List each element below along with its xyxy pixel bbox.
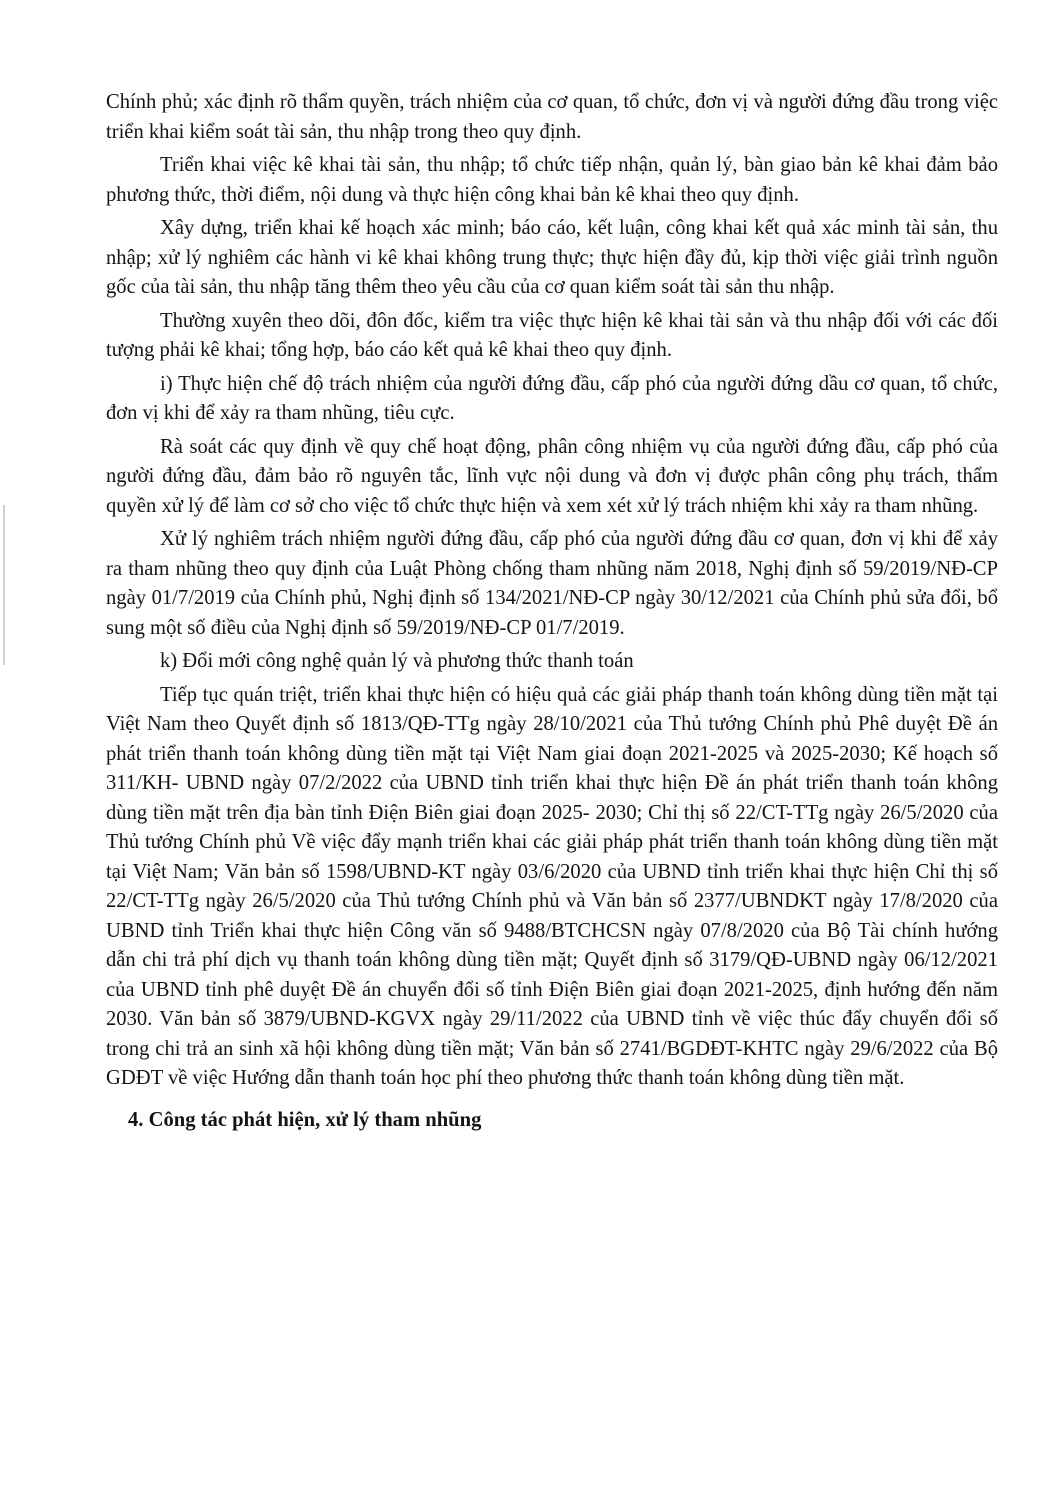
paragraph-item-k: k) Đổi mới công nghệ quản lý và phương thức thanh toán: [160, 650, 634, 672]
paragraph-asset-declaration: Triển khai việc kê khai tài sản, thu nhập; tổ chức tiếp nhận, quản lý, bàn giao bản kê khai đảm bảo phương thức, thời điểm, nội dung và thực hiện công khai bản kê khai theo quy định.: [106, 154, 998, 206]
section-heading: 4. Công tác phát hiện, xử lý tham nhũng: [128, 1108, 482, 1131]
paragraph-item-i: i) Thực hiện chế độ trách nhiệm của người đứng đầu, cấp phó của người đứng dầu cơ quan, tổ chức, đơn vị khi để xảy ra tham nhũng, tiêu cực.: [106, 372, 998, 424]
paragraph-cashless-payment: Tiếp tục quán triệt, triển khai thực hiện có hiệu quả các giải pháp thanh toán không dùng tiền mặt tại Việt Nam theo Quyết định số 1813/QĐ-TTg ngày 28/10/2021 của Thủ tướng Chính phủ Phê duyệt Đề án phát triển thanh toán không dùng tiền mặt tại Việt Nam giai đoạn 2021-2025 và 2025-2030; Kế hoạch số 311/KH- UBND ngày 07/2/2022 của UBND tỉnh triển khai thực hiện Đề án phát triển thanh toán không dùng tiền mặt trên địa bàn tỉnh Điện Biên giai đoạn 2025- 2030; Chỉ thị số 22/CT-TTg ngày 26/5/2020 của Thủ tướng Chính phủ Về việc đẩy mạnh triển khai các giải pháp phát triển thanh toán không dùng tiền mặt tại Việt Nam; Văn bản số 1598/UBND-KT ngày 03/6/2020 của UBND tỉnh triển khai thực hiện Chỉ thị số 22/CT-TTg ngày 26/5/2020 của Thủ tướng Chính phủ và Văn bản số 2377/UBNDKT ngày 17/8/2020 của UBND tỉnh Triển khai thực hiện Công văn số 9488/BTCHCSN ngày 07/8/2020 của Bộ Tài chính hướng dẫn chi trả phí dịch vụ thanh toán không dùng tiền mặt; Quyết định số 3179/QĐ-UBND ngày 06/12/2021 của UBND tỉnh phê duyệt Đề án chuyển đổi số tỉnh Điện Biên giai đoạn 2021-2025, định hướng đến năm 2030. Văn bản số 3879/UBND-KGVX ngày 29/11/2022 của UBND tỉnh về việc thúc đẩy chuyển đổi số trong chi trả an sinh xã hội không dùng tiền mặt; Văn bản số 2741/BGDĐT-KHTC ngày 29/6/2022 của Bộ GDĐT về việc Hướng dẫn thanh toán học phí theo phương thức thanh toán không dùng tiền mặt.: [106, 683, 998, 1089]
paragraph-monitoring: Thường xuyên theo dõi, đôn đốc, kiểm tra việc thực hiện kê khai tài sản và thu nhập đối với các đối tượng phải kê khai; tổng hợp, báo cáo kết quả kê khai theo quy định.: [106, 309, 998, 361]
paragraph-strict-handling: Xử lý nghiêm trách nhiệm người đứng đầu, cấp phó của người đứng đầu cơ quan, đơn vị khi để xảy ra tham nhũng theo quy định của Luật Phòng chống tham nhũng năm 2018, Nghị định số 59/2019/NĐ-CP ngày 01/7/2019 của Chính phủ, Nghị định số 134/2021/NĐ-CP ngày 30/12/2021 của Chính phủ sửa đổi, bổ sung một số điều của Nghị định số 59/2019/NĐ-CP 01/7/2019.: [106, 528, 998, 639]
scan-edge-mark: [3, 505, 5, 665]
paragraph-review-regulations: Rà soát các quy định về quy chế hoạt động, phân công nhiệm vụ của người đứng đầu, cấp phó của người đứng đầu, đảm bảo rõ nguyên tắc, lĩnh vực nội dung và đơn vị được phân công phụ trách, thẩm quyền xử lý để làm cơ sở cho việc tổ chức thực hiện và xem xét xử lý trách nhiệm khi xảy ra tham nhũng.: [106, 435, 998, 517]
paragraph-continuation: Chính phủ; xác định rõ thẩm quyền, trách nhiệm của cơ quan, tổ chức, đơn vị và người đứng đầu trong việc triển khai kiểm soát tài sản, thu nhập trong theo quy định.: [106, 91, 998, 143]
paragraph-verification-plan: Xây dựng, triển khai kế hoạch xác minh; báo cáo, kết luận, công khai kết quả xác minh tài sản, thu nhập; xử lý nghiêm các hành vi kê khai không trung thực; thực hiện đầy đủ, kịp thời việc giải trình nguồn gốc của tài sản, thu nhập tăng thêm theo yêu cầu của cơ quan kiểm soát tài sản thu nhập.: [106, 217, 998, 298]
